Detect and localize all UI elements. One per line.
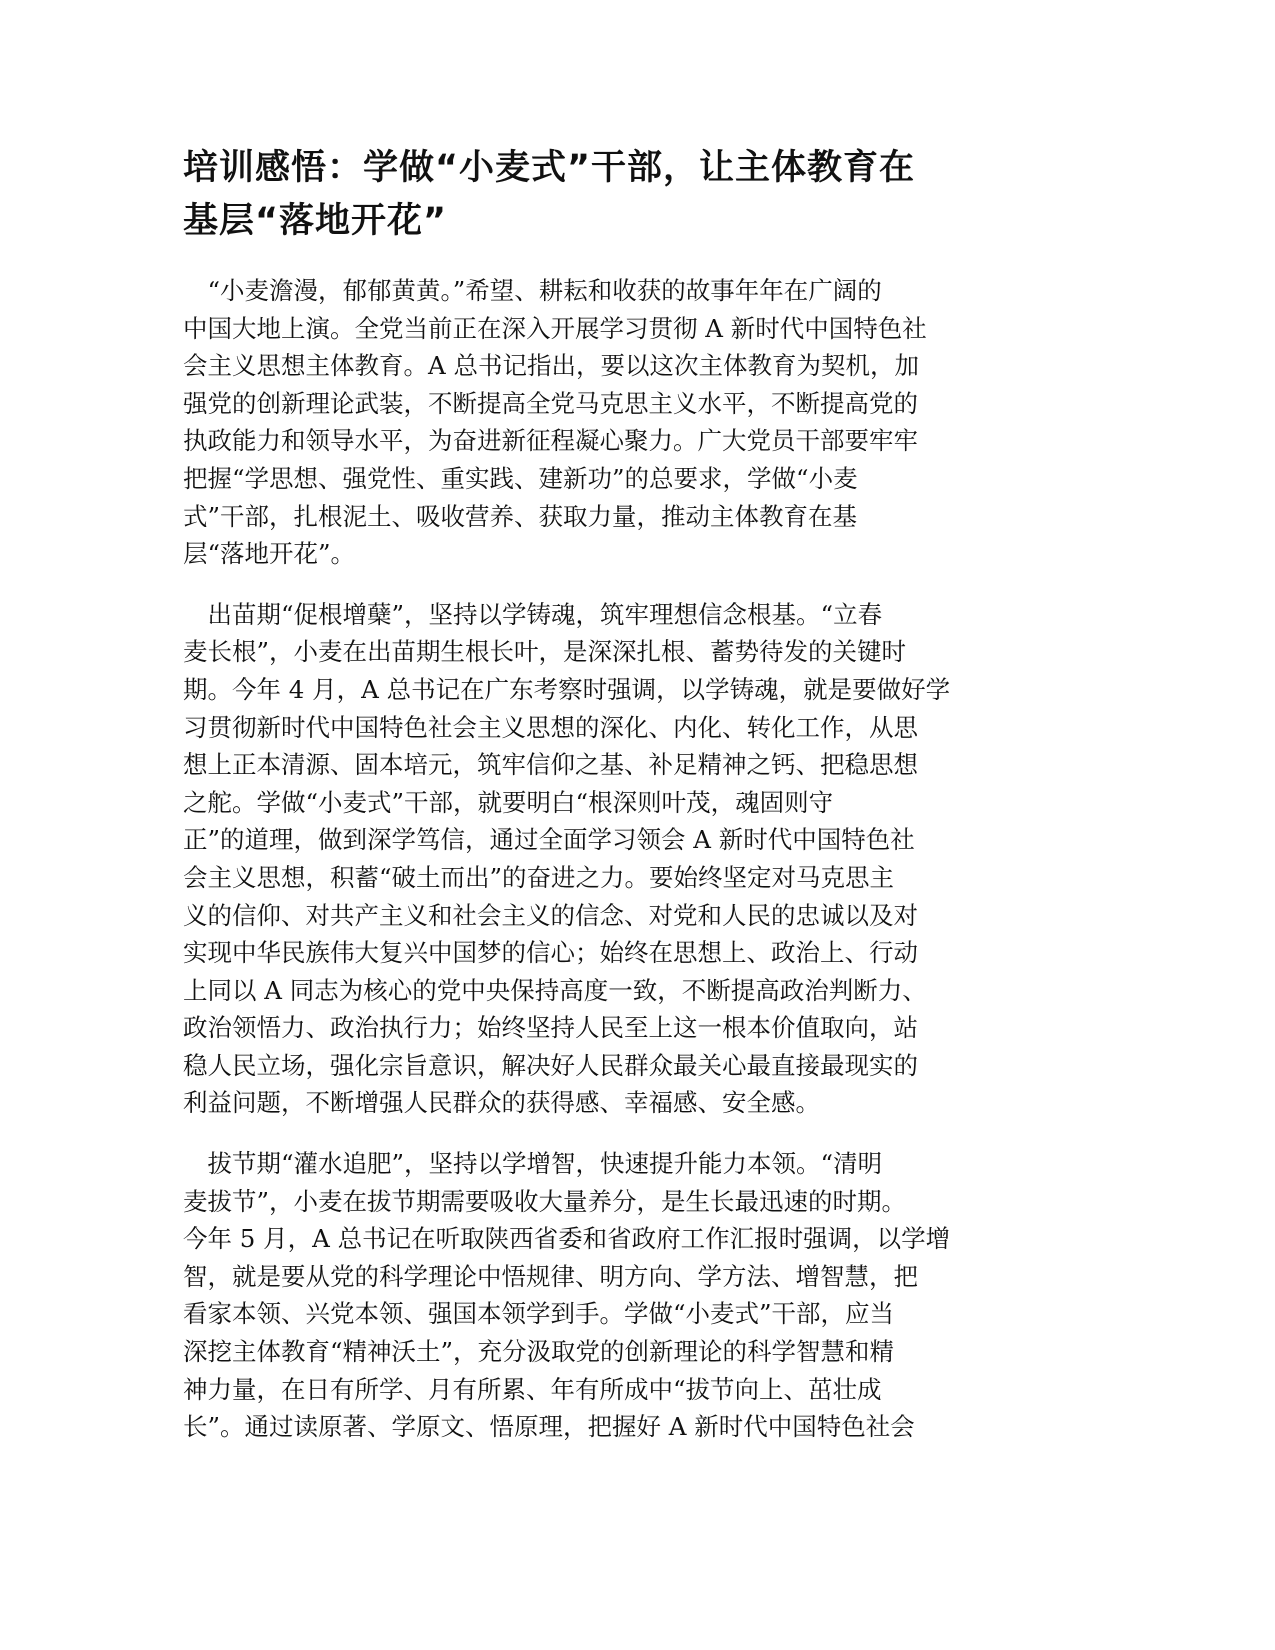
text-line: 拔节期“灌水追肥”，坚持以学增智，快速提升能力本领。“清明 [183,1149,883,1179]
text-line: 智，就是要从党的科学理论中悟规律、明方向、学方法、增智慧，把 [183,1261,918,1291]
title-line: 基层“落地开花” [183,201,448,241]
text-line: 今年 5 月，A 总书记在听取陕西省委和省政府工作汇报时强调，以学增 [183,1224,951,1254]
text-line: 想上正本清源、固本培元，筑牢信仰之基、补足精神之钙、把稳思想 [183,750,918,780]
text-line: 强党的创新理论武装，不断提高全党马克思主义水平，不断提高党的 [183,388,918,418]
text-line: 稳人民立场，强化宗旨意识，解决好人民群众最关心最直接最现实的 [183,1050,918,1080]
text-line: 实现中华民族伟大复兴中国梦的信心；始终在思想上、政治上、行动 [183,938,918,968]
text-line: 深挖主体教育“精神沃土”，充分汲取党的创新理论的科学智慧和精 [183,1337,895,1367]
text-line: 会主义思想，积蓄“破土而出”的奋进之力。要始终坚定对马克思主 [183,862,895,892]
text-line: 式”干部，扎根泥土、吸收营养、获取力量，推动主体教育在基 [183,501,858,531]
text-line: 上同以 A 同志为核心的党中央保持高度一致，不断提高政治判断力、 [183,975,927,1005]
text-line: 中国大地上演。全党当前正在深入开展学习贯彻 A 新时代中国特色社 [183,313,927,343]
text-line: 长”。通过读原著、学原文、悟原理，把握好 A 新时代中国特色社会 [183,1412,915,1442]
text-line: 期。今年 4 月，A 总书记在广东考察时强调，以学铸魂，就是要做好学 [183,674,951,704]
text-line: 政治领悟力、政治执行力；始终坚持人民至上这一根本价值取向，站 [183,1013,918,1043]
text-line: 之舵。学做“小麦式”干部，就要明白“根深则叶茂，魂固则守 [183,787,834,817]
text-line: 把握“学思想、强党性、重实践、建新功”的总要求，学做“小麦 [183,463,858,493]
text-line: 麦拔节”，小麦在拔节期需要吸收大量养分，是生长最迅速的时期。 [183,1186,907,1216]
text-line: 看家本领、兴党本领、强国本领学到手。学做“小麦式”干部，应当 [183,1299,895,1329]
document-body [183,272,1083,1469]
text-line: 利益问题，不断增强人民群众的获得感、幸福感、安全感。 [183,1088,820,1118]
text-line: 会主义思想主体教育。A 总书记指出，要以这次主体教育为契机，加 [183,351,919,381]
paragraph-3 [183,1145,1083,1446]
text-line: “小麦澹漫，郁郁黄黄。”希望、耕耘和收获的故事年年在广阔的 [183,276,882,305]
text-line: 麦长根”，小麦在出苗期生根长叶，是深深扎根、蓄势待发的关键时 [183,637,907,667]
text-line: 义的信仰、对共产主义和社会主义的信念、对党和人民的忠诚以及对 [183,900,918,930]
text-line: 习贯彻新时代中国特色社会主义思想的深化、内化、转化工作，从思 [183,712,918,742]
text-line: 出苗期“促根增蘖”，坚持以学铸魂，筑牢理想信念根基。“立春 [183,599,883,629]
title-line: 培训感悟：学做“小麦式”干部，让主体教育在 [183,148,916,188]
text-line: 神力量，在日有所学、月有所累、年有所成中“拔节向上、茁壮成 [183,1374,882,1404]
text-line: 正”的道理，做到深学笃信，通过全面学习领会 A 新时代中国特色社 [183,825,915,855]
paragraph-2 [183,596,1083,1122]
text-line: 层“落地开花”。 [183,539,356,569]
paragraph-1 [183,272,1083,573]
document-title [183,142,1063,248]
text-line: 执政能力和领导水平，为奋进新征程凝心聚力。广大党员干部要牢牢 [183,426,918,456]
